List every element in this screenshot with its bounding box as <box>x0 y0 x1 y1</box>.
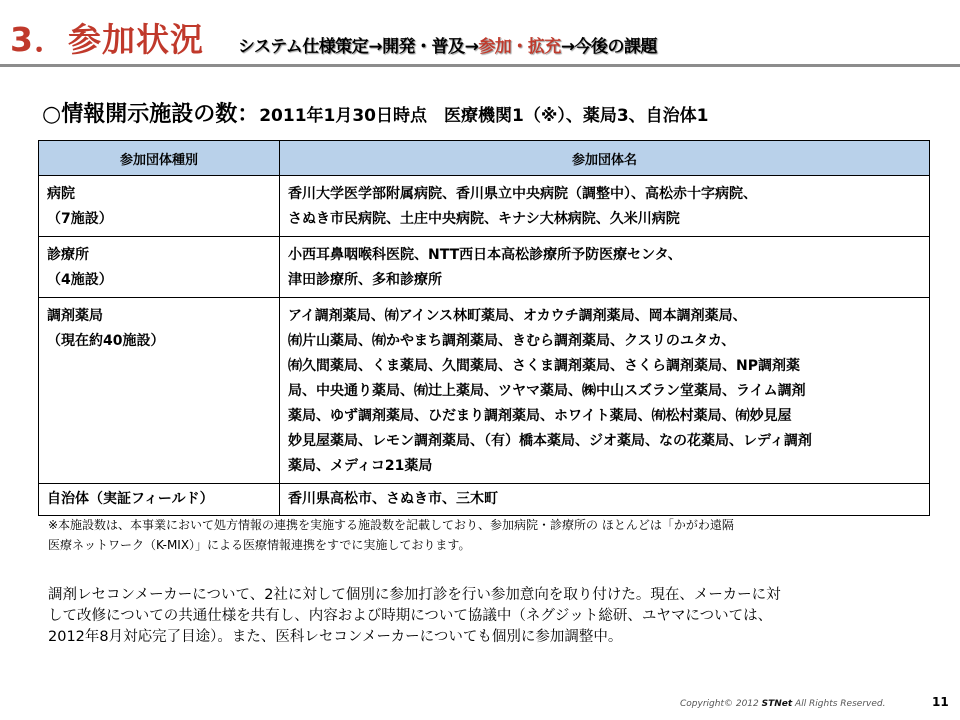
breadcrumb-arrow: → <box>368 37 383 57</box>
breadcrumb-step: 参加・拡充 <box>478 37 561 57</box>
table-row <box>39 484 930 516</box>
breadcrumb-step: システム仕様策定 <box>238 37 369 57</box>
participant-names-line: アイ調剤薬局、㈲アインス林町薬局、オカウチ調剤薬局、岡本調剤薬局、 <box>288 308 747 324</box>
participants-table <box>38 140 930 516</box>
breadcrumb-step: 今後の課題 <box>574 37 658 57</box>
participant-names-cell <box>280 484 930 516</box>
participant-names-line: 香川県高松市、さぬき市、三木町 <box>288 491 498 507</box>
slide-header <box>0 0 960 66</box>
copyright-brand: STNet <box>761 699 793 709</box>
page-number: 11 <box>932 695 949 709</box>
breadcrumb-arrow: → <box>560 37 575 57</box>
participant-type-line: （現在約40施設） <box>47 333 165 349</box>
table-header-row <box>39 141 930 176</box>
status-paragraph <box>48 585 928 648</box>
copyright-prefix: Copyright© 2012 <box>680 699 762 709</box>
participant-names-line: 香川大学医学部附属病院、香川県立中央病院（調整中）、高松赤十字病院、 <box>288 186 757 202</box>
footnote <box>48 515 928 555</box>
paragraph-line: 調剤レセコンメーカーについて、2社に対して個別に参加打診を行い参加意向を取り付けた。現在、メーカーに対 <box>48 587 781 603</box>
footnote-line: ※本施設数は、本事業において処方情報の連携を実施する施設数を記載しており、参加病院・診療所の ほとんどは「かがわ遠隔 <box>48 518 734 532</box>
participant-names-cell <box>280 176 930 237</box>
footnote-line: 医療ネットワーク（K-MIX）」による医療情報連携をすでに実施しております。 <box>48 538 471 552</box>
participant-type-cell <box>39 484 280 516</box>
participant-names-line: 妙見屋薬局、レモン調剤薬局、（有）橋本薬局、ジオ薬局、なの花薬局、レディ調剤 <box>288 433 812 449</box>
participant-type-line: 診療所 <box>47 247 89 263</box>
participant-type-cell <box>39 176 280 237</box>
participant-type-line: 自治体（実証フィールド） <box>47 491 214 507</box>
participant-names-line: さぬき市民病院、土庄中央病院、キナシ大林病院、久米川病院 <box>288 211 680 227</box>
facility-count-label: ○情報開示施設の数： <box>42 102 260 127</box>
column-header-type: 参加団体種別 <box>39 141 280 176</box>
breadcrumb-arrow: → <box>464 37 479 57</box>
table-row <box>39 298 930 484</box>
participant-type-line: （7施設） <box>47 211 113 227</box>
participant-names-cell <box>280 237 930 298</box>
slide-title: 3．参加状況 <box>10 20 204 59</box>
participant-names-line: 局、中央通り薬局、㈲辻上薬局、ツヤマ薬局、㈱中山スズラン堂薬局、ライム調剤 <box>288 383 806 399</box>
table-row <box>39 176 930 237</box>
process-breadcrumb <box>238 32 657 57</box>
header-divider <box>0 64 960 67</box>
participant-type-line: （4施設） <box>47 272 113 288</box>
participant-names-line: 薬局、メディコ21薬局 <box>288 458 433 474</box>
participant-type-cell <box>39 237 280 298</box>
participant-type-line: 病院 <box>47 186 75 202</box>
participant-names-line: 薬局、ゆず調剤薬局、ひだまり調剤薬局、ホワイト薬局、㈲松村薬局、㈲妙見屋 <box>288 408 792 424</box>
table-row <box>39 237 930 298</box>
participant-names-line: ㈲久間薬局、くま薬局、久間薬局、さくま調剤薬局、さくら調剤薬局、NP調剤薬 <box>288 358 800 374</box>
copyright-suffix: All Rights Reserved. <box>792 699 886 709</box>
column-header-names: 参加団体名 <box>280 141 930 176</box>
paragraph-line: して改修についての共通仕様を共有し、内容および時期について協議中（ネグジット総研、ユヤマについては、 <box>48 608 773 624</box>
participant-names-cell <box>280 298 930 484</box>
copyright <box>680 699 885 709</box>
facility-count-detail: 2011年1月30日時点 医療機関1（※）、薬局3、自治体1 <box>259 106 709 126</box>
paragraph-line: 2012年8月対応完了目途）。また、医科レセコンメーカーについても個別に参加調整中。 <box>48 629 623 645</box>
participant-type-cell <box>39 298 280 484</box>
breadcrumb-step: 開発・普及 <box>382 37 465 57</box>
participant-type-line: 調剤薬局 <box>47 308 103 324</box>
participant-names-line: 津田診療所、多和診療所 <box>288 272 442 288</box>
facility-count-heading <box>42 97 709 128</box>
participant-names-line: 小西耳鼻咽喉科医院、NTT西日本高松診療所予防医療センタ、 <box>288 247 682 263</box>
participant-names-line: ㈲片山薬局、㈲かやまち調剤薬局、きむら調剤薬局、クスリのユタカ、 <box>288 333 736 349</box>
